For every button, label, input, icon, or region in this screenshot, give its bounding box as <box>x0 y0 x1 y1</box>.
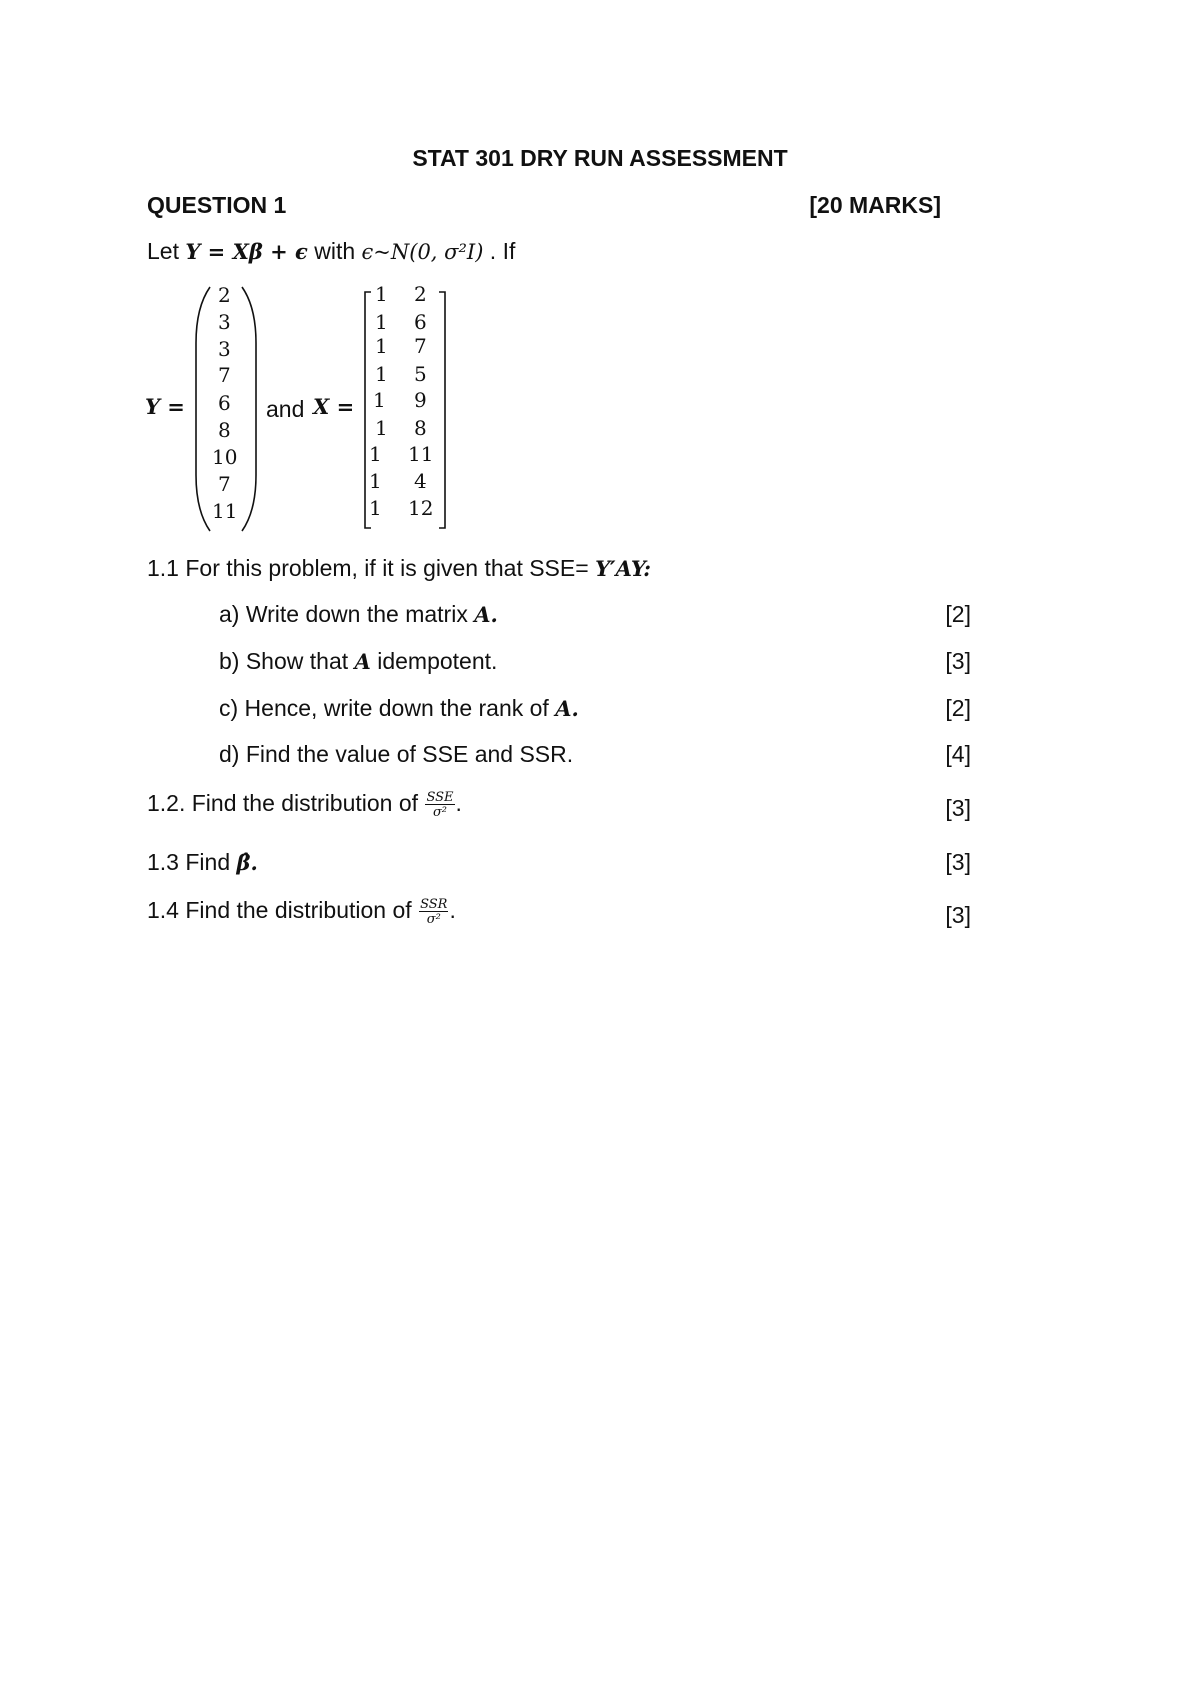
ssr-over-sigma-fraction <box>419 898 448 926</box>
y-entry: 8 <box>218 418 231 442</box>
exam-title: STAT 301 DRY RUN ASSESSMENT <box>412 145 788 171</box>
fraction-numerator: SSR <box>420 896 448 912</box>
x-entry: 8 <box>414 416 427 440</box>
q1-1-text: 1.1 For this problem, if it is given that SSE= <box>147 555 589 581</box>
question-1-1 <box>147 555 651 582</box>
x-entry: 12 <box>408 496 434 520</box>
y-entry: 7 <box>218 363 231 387</box>
y-entry: 3 <box>218 337 231 361</box>
part-a-marks: [2] <box>945 601 971 627</box>
part-b-after: idempotent. <box>377 648 498 674</box>
q1-3-text: 1.3 Find <box>147 849 231 875</box>
x-entry: 2 <box>414 282 427 306</box>
and-word: and <box>266 396 305 422</box>
let-word: Let <box>147 238 179 264</box>
part-a-text: a) Write down the matrix <box>219 601 468 627</box>
y-entry: 10 <box>212 445 238 469</box>
x-entry: 1 <box>375 416 388 440</box>
question-label: QUESTION 1 <box>147 192 287 218</box>
part-b-marks: [3] <box>945 648 971 674</box>
part-b-symbol: A <box>354 649 371 674</box>
period: . <box>449 897 456 923</box>
part-c <box>219 695 579 722</box>
model-equation: Y = Xβ + ϵ <box>185 239 308 264</box>
x-right-bracket <box>437 290 447 530</box>
y-right-paren <box>240 283 258 535</box>
q1-3-marks: [3] <box>945 849 971 875</box>
x-matrix <box>363 282 447 530</box>
x-entry: 1 <box>369 496 382 520</box>
model-statement <box>147 238 515 265</box>
x-entry: 1 <box>375 334 388 358</box>
sse-over-sigma-fraction <box>425 791 454 819</box>
x-entry: 1 <box>369 442 382 466</box>
beta-hat-symbol: β̂. <box>236 850 258 875</box>
x-entry: 1 <box>373 388 386 412</box>
question-1-3 <box>147 849 258 876</box>
x-entry: 7 <box>414 334 427 358</box>
q1-2-marks: [3] <box>945 795 971 821</box>
x-left-bracket <box>363 290 373 530</box>
x-entry: 1 <box>375 362 388 386</box>
x-entry: 1 <box>369 469 382 493</box>
question-total-marks: [20 MARKS] <box>809 192 941 218</box>
if-word: . If <box>489 238 516 264</box>
x-entry: 1 <box>375 310 388 334</box>
question-1-2 <box>147 790 462 819</box>
y-vector-label: Y = <box>145 394 185 419</box>
with-word: with <box>314 238 356 264</box>
q1-1-expression: Y′AY: <box>595 556 651 581</box>
part-c-marks: [2] <box>945 695 971 721</box>
x-entry: 4 <box>414 469 427 493</box>
x-entry: 6 <box>414 310 427 334</box>
part-b <box>219 648 497 675</box>
x-entry: 1 <box>375 282 388 306</box>
q1-4-text: 1.4 Find the distribution of <box>147 897 412 923</box>
x-entry: 9 <box>414 388 427 412</box>
y-entry: 6 <box>218 391 231 415</box>
question-1-4 <box>147 897 456 926</box>
part-c-symbol: A. <box>555 696 579 721</box>
part-d-text: d) Find the value of SSE and SSR. <box>219 741 574 767</box>
part-b-text: b) Show that <box>219 648 349 674</box>
fraction-numerator: SSE <box>426 789 454 805</box>
x-entry: 5 <box>414 362 427 386</box>
y-vector <box>194 283 258 535</box>
q1-2-text: 1.2. Find the distribution of <box>147 790 419 816</box>
y-entry: 2 <box>218 283 231 307</box>
y-entry: 3 <box>218 310 231 334</box>
x-matrix-label: X = <box>313 394 355 419</box>
y-entry: 11 <box>212 499 238 523</box>
part-c-text: c) Hence, write down the rank of <box>219 695 549 721</box>
part-d-marks: [4] <box>945 741 971 767</box>
fraction-denominator: σ² <box>426 911 441 927</box>
period: . <box>455 790 462 816</box>
part-a-symbol: A. <box>474 602 498 627</box>
y-entry: 7 <box>218 472 231 496</box>
y-left-paren <box>194 283 212 535</box>
x-entry: 11 <box>408 442 434 466</box>
fraction-denominator: σ² <box>432 804 448 820</box>
part-d <box>219 741 573 768</box>
q1-4-marks: [3] <box>945 902 971 928</box>
error-distribution: ϵ~N(0, σ²I) <box>361 240 484 264</box>
part-a <box>219 601 498 628</box>
